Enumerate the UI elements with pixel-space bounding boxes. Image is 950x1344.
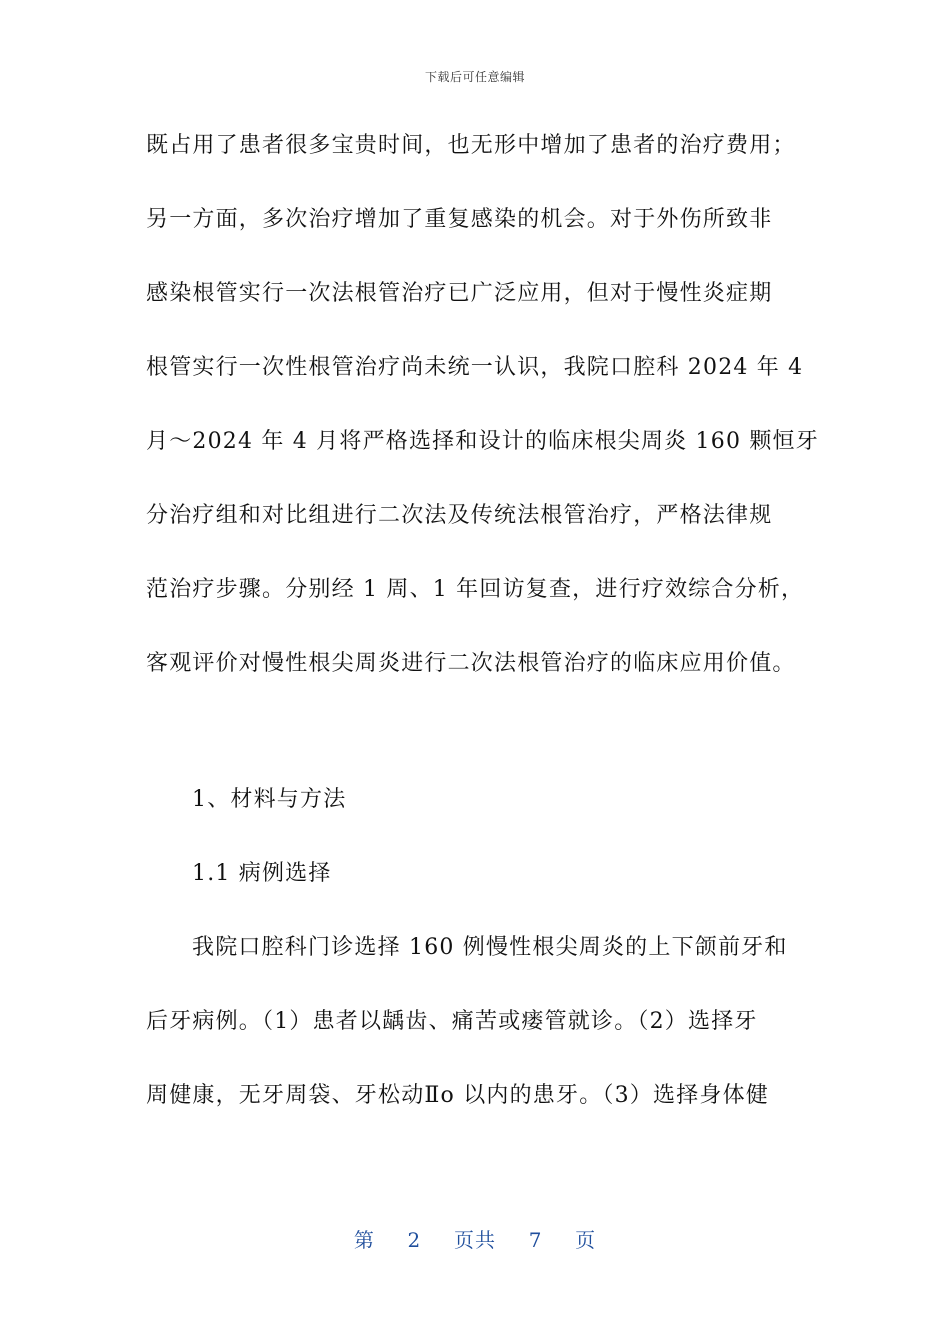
footer-prefix: 第: [353, 1228, 375, 1252]
body-line: 后牙病例。（1）患者以龋齿、痛苦或瘘管就诊。（2）选择牙: [146, 1009, 758, 1034]
body-line: 客观评价对慢性根尖周炎进行二次法根管治疗的临床应用价值。: [146, 651, 796, 676]
page-footer: [0, 1224, 950, 1253]
body-line: 月～2024 年 4 月将严格选择和设计的临床根尖周炎 160 颗恒牙: [146, 429, 819, 454]
body-line: 既占用了患者很多宝贵时间，也无形中增加了患者的治疗费用；: [146, 133, 796, 158]
body-line: 根管实行一次性根管治疗尚未统一认识，我院口腔科 2024 年 4: [146, 355, 804, 380]
footer-page-number: 2: [407, 1228, 422, 1252]
section-heading: 1、材料与方法: [192, 787, 347, 812]
footer-total-pages: 7: [528, 1228, 543, 1252]
body-line: 范治疗步骤。分别经 1 周、1 年回访复查，进行疗效综合分析，: [146, 577, 805, 602]
body-line: 分治疗组和对比组进行二次法及传统法根管治疗，严格法律规: [146, 503, 773, 528]
body-line: 另一方面，多次治疗增加了重复感染的机会。对于外伤所致非: [146, 207, 773, 232]
body-line: 感染根管实行一次法根管治疗已广泛应用，但对于慢性炎症期: [146, 281, 773, 306]
document-body: [146, 124, 819, 1148]
body-line: 周健康，无牙周袋、牙松动Ⅱo 以内的患牙。（3）选择身体健: [146, 1083, 769, 1108]
body-line: 我院口腔科门诊选择 160 例慢性根尖周炎的上下颌前牙和: [192, 935, 788, 960]
paragraph-gap: [146, 716, 806, 778]
header-note: 下载后可任意编辑: [424, 70, 525, 84]
footer-suffix: 页: [575, 1228, 597, 1252]
footer-middle: 页共: [454, 1228, 496, 1252]
subsection-heading: 1.1 病例选择: [192, 861, 332, 886]
